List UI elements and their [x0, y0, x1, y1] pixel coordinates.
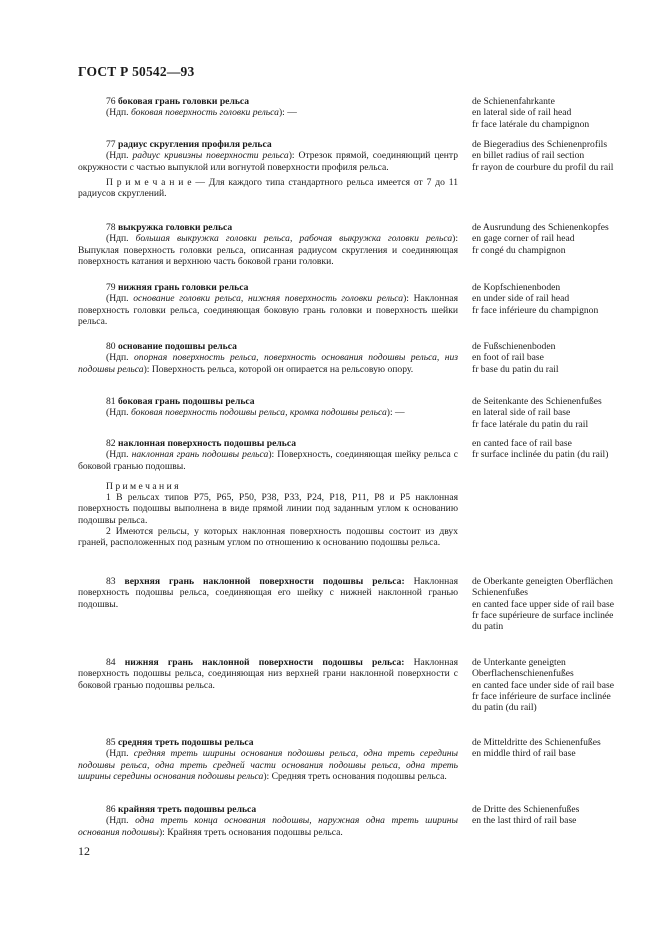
entry-81-translations — [472, 396, 617, 430]
entry-76-translations — [472, 96, 617, 130]
notes-label: П р и м е ч а н и я — [106, 480, 179, 492]
entry-term: наклонная поверхность подошвы рельса — [118, 438, 296, 449]
translation-en: en under side of rail head — [472, 293, 570, 305]
entry-number: 77 — [106, 139, 116, 150]
translation-fr: fr face inférieure du champignon — [472, 304, 599, 316]
ndp-label: (Ндп. — [106, 233, 129, 245]
translation-fr: fr congé du champignon — [472, 244, 566, 256]
translation-en: en lateral side of rail head — [472, 107, 572, 119]
translation-de: de Oberkante geneigten Oberflächen Schienenfußes — [472, 576, 613, 599]
note-2: 2 Имеются рельсы, у которых наклонная поверхность подошвы состоит из двух граней, расположенных под разным углом по отношению к основанию подошвы рельса. — [78, 526, 458, 549]
entry-term: выкружка головки рельса — [118, 222, 233, 233]
entry-number: 83 — [106, 576, 116, 587]
translation-en: en canted face under side of rail base — [472, 679, 614, 691]
translation-en: en lateral side of rail base — [472, 407, 571, 419]
translation-de: de Dritte des Schienenfußes — [472, 804, 580, 815]
ndp-label: (Ндп. — [106, 748, 129, 760]
translation-fr: fr base du patin du rail — [472, 363, 559, 375]
translation-en: en billet radius of rail section — [472, 150, 585, 162]
entry-81-text — [78, 396, 458, 419]
entry-86-text — [78, 804, 458, 838]
entry-number: 85 — [106, 737, 116, 748]
ndp-label: (Ндп. — [106, 107, 129, 119]
entry-80-translations — [472, 341, 617, 375]
ndp-label: (Ндп. — [106, 449, 129, 461]
entry-term: радиус скругления профиля рельса — [118, 139, 272, 150]
translation-de: de Kopfschienenboden — [472, 282, 561, 293]
ndp-label: (Ндп. — [106, 407, 129, 419]
entry-term: крайняя треть подошвы рельса — [118, 804, 257, 815]
translation-fr: fr face supérieure de surface inclinée du patin — [472, 609, 614, 633]
translation-en: en gage corner of rail head — [472, 233, 575, 245]
ndp-terms: большая выкружка головки рельса, рабочая выкружка головки рельса — [135, 233, 453, 245]
entry-term: средняя треть подошвы рельса — [118, 737, 254, 748]
entry-term: нижняя грань головки рельса — [118, 282, 249, 293]
definition-text: ): Наклонная поверхность головки рельса, соединяющая боковую грань головки и поверхность шейки рельса. — [78, 293, 459, 327]
document-header: ГОСТ Р 50542—93 — [78, 64, 195, 79]
entry-term: нижняя грань наклонной поверхности подошвы рельса: — [124, 657, 405, 668]
entry-number: 84 — [106, 657, 116, 668]
entry-82-text — [78, 438, 458, 549]
translation-en: en foot of rail base — [472, 352, 544, 364]
note-text: — Для каждого типа стандартного рельса имеется от 7 до 11 радиусов скруглений. — [78, 176, 459, 200]
entry-term: боковая грань головки рельса — [118, 96, 250, 107]
translation-de: de Ausrundung des Schienenkopfes — [472, 222, 609, 233]
translation-en: en canted face upper side of rail base — [472, 598, 614, 610]
entry-number: 76 — [106, 96, 116, 107]
ndp-terms: основание головки рельса, нижняя поверхность головки рельса — [133, 293, 404, 305]
translation-en: en canted face of rail base — [472, 438, 572, 449]
definition-text: ): Выпуклая поверхность головки рельса, описанная радиусом скругления и соединяющая поверхность катания и верхнюю часть боковой грани головки. — [78, 233, 458, 267]
ndp-terms: средняя треть ширины основания подошвы рельса, одна треть середины подошвы рельса, одна треть средней части основания подошвы рельса, одна треть ширины середины основания подошвы рельса — [78, 748, 458, 782]
note-label: П р и м е ч а н и е — [106, 176, 192, 188]
entry-83-text — [78, 576, 458, 610]
entry-79-text — [78, 282, 458, 327]
translation-fr: fr face latérale du patin du rail — [472, 418, 589, 430]
definition-text: Наклонная поверхность подошвы рельса, соединяющая его шейку с нижней наклонной гранью подошвы. — [78, 576, 458, 610]
translation-fr: fr face inférieure de surface inclinée du patin (du rail) — [472, 690, 611, 714]
entry-79-translations — [472, 282, 617, 316]
definition-text: ): Поверхность рельса, которой он опирается на рельсовую опору. — [143, 363, 414, 375]
translation-de: de Schienenfahrkante — [472, 96, 555, 107]
entry-82-translations — [472, 438, 617, 461]
entry-number: 82 — [106, 438, 116, 449]
definition-text: Наклонная поверхность подошвы рельса, соединяющая низ верхней грани наклонной поверхности с боковой гранью подошвы рельса. — [78, 657, 458, 691]
entry-number: 78 — [106, 222, 116, 233]
definition-text: ): Средняя треть основания подошвы рельса. — [263, 770, 447, 782]
translation-de: de Seitenkante des Schienenfußes — [472, 396, 602, 407]
definition-text: ): Крайняя треть основания подошвы рельса. — [158, 826, 343, 838]
entry-78-text — [78, 222, 458, 267]
translation-de: de Mitteldritte des Schienenfußes — [472, 737, 601, 748]
ndp-terms: боковая поверхность подошвы рельса, кромка подошвы рельса — [130, 407, 387, 419]
entry-term: верхняя грань наклонной поверхности подошвы рельса: — [124, 576, 405, 587]
ndp-close: ): — — [386, 407, 405, 419]
entry-term: основание подошвы рельса — [118, 341, 237, 352]
translation-fr: fr surface inclinée du patin (du rail) — [472, 449, 609, 461]
ndp-terms: одна треть конца основания подошвы, наружная одна треть ширины основания подошвы — [78, 815, 458, 838]
entry-number: 79 — [106, 282, 116, 293]
translation-de: de Biegeradius des Schienenprofils — [472, 139, 608, 150]
ndp-close: ): — — [278, 107, 297, 119]
ndp-terms: боковая поверхность головки рельса — [130, 107, 279, 119]
ndp-terms: опорная поверхность рельса, поверхность основания подошвы рельса, низ подошвы рельса — [78, 352, 459, 375]
page-number: 12 — [78, 844, 90, 858]
entry-85-translations — [472, 737, 617, 760]
definition-text: ): Отрезок прямой, соединяющий центр окружности с частью выпуклой или вогнутой поверхности профиля рельса. — [78, 150, 459, 173]
entry-83-translations — [472, 576, 617, 632]
ndp-terms: наклонная грань подошвы рельса — [131, 449, 269, 461]
entry-number: 86 — [106, 804, 116, 815]
entry-77-text — [78, 139, 458, 199]
entry-84-translations — [472, 657, 617, 713]
ndp-terms: радиус кривизны поверхности рельса — [132, 150, 289, 162]
entry-86-translations — [472, 804, 617, 827]
ndp-label: (Ндп. — [106, 352, 129, 364]
ndp-label: (Ндп. — [106, 815, 129, 827]
translation-en: en middle third of rail base — [472, 748, 576, 760]
ndp-label: (Ндп. — [106, 293, 129, 305]
entry-term: боковая грань подошвы рельса — [118, 396, 255, 407]
translation-de: de Unterkante geneigten Oberflachenschienenfußes — [472, 657, 574, 680]
note-1: 1 В рельсах типов Р75, Р65, Р50, Р38, Р33, Р24, Р18, Р11, Р8 и Р5 наклонная поверхность подошвы выполнена в виде прямой линии под заданным углом к основанию подошвы рельса. — [78, 492, 458, 526]
translation-de: de Fußschienenboden — [472, 341, 556, 352]
entry-85-text — [78, 737, 458, 782]
entry-77-translations — [472, 139, 617, 173]
translation-fr: fr rayon de courbure du profil du rail — [472, 161, 614, 173]
entry-80-text — [78, 341, 458, 375]
translation-fr: fr face latérale du champignon — [472, 118, 590, 130]
entry-76-text — [78, 96, 458, 119]
entry-number: 81 — [106, 396, 116, 407]
entry-number: 80 — [106, 341, 116, 352]
entry-84-text — [78, 657, 458, 691]
ndp-label: (Ндп. — [106, 150, 129, 162]
entry-78-translations — [472, 222, 617, 256]
translation-en: en the last third of rail base — [472, 815, 577, 827]
definition-text: ): Поверхность, соединяющая шейку рельса с боковой гранью подошвы. — [78, 449, 458, 472]
